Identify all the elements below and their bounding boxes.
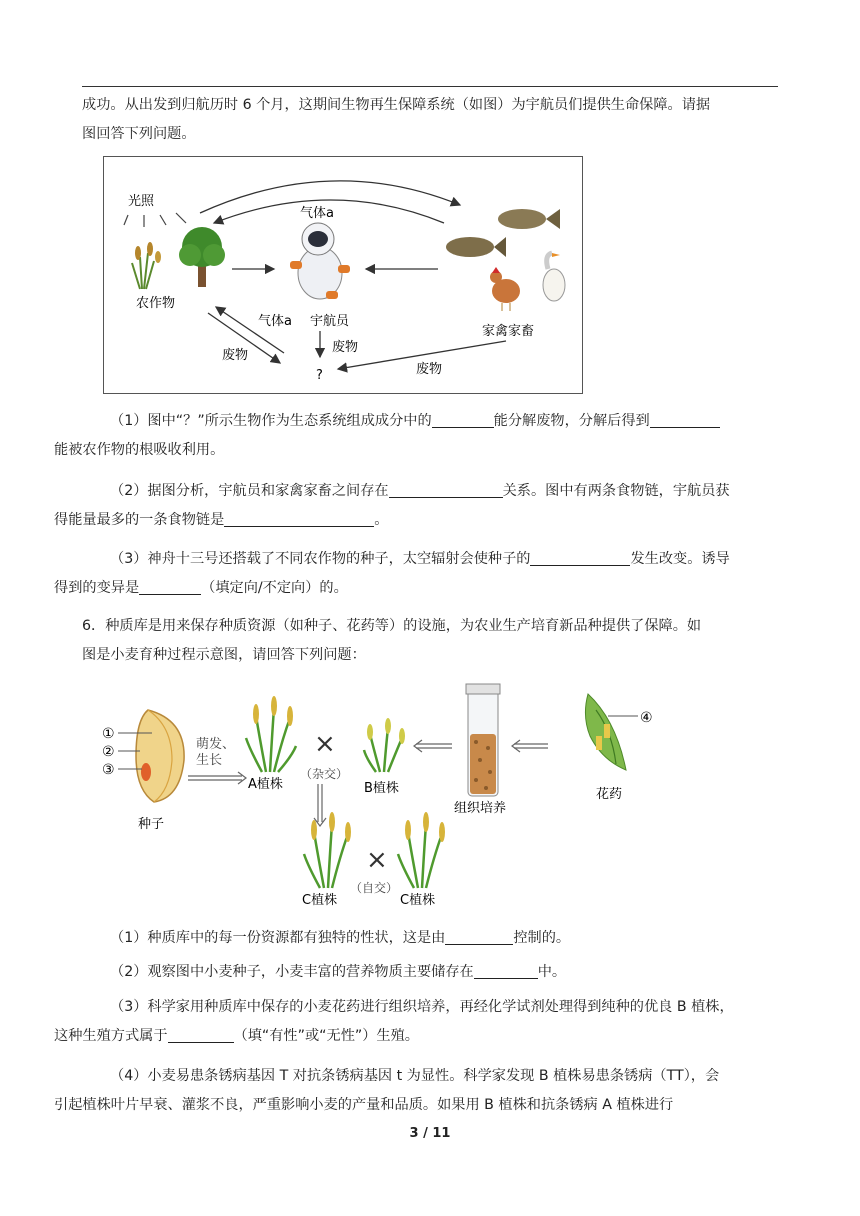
seed-label-3: ③ [102, 762, 115, 778]
plant-a-label: A植株 [248, 777, 283, 792]
q5-p3-text-c: 得到的变异是 [54, 580, 140, 596]
light-label: 光照 [128, 194, 155, 209]
intro-line-2: 图回答下列问题。 [82, 126, 196, 142]
answer-blank [474, 962, 538, 979]
answer-blank [168, 1026, 234, 1043]
header-rule [82, 86, 778, 87]
wheat-breeding-diagram [96, 680, 676, 914]
selfing-label: （自交） [350, 881, 399, 895]
livestock-label: 家禽家畜 [482, 324, 535, 339]
answer-blank [139, 578, 201, 595]
seed-caption: 种子 [138, 817, 165, 832]
anther-icon [585, 694, 626, 770]
fish-icon [446, 209, 560, 257]
anther-label: 花药 [596, 787, 623, 802]
anther-label-4: ④ [640, 710, 653, 726]
germinate-label-2: 生长 [196, 753, 223, 768]
answer-blank [650, 411, 720, 428]
q6-stem-line-2: 图是小麦育种过程示意图，请回答下列问题： [82, 647, 366, 663]
q6-p2-text-b: 中。 [537, 964, 567, 980]
goose-icon [543, 253, 565, 301]
q6-p3-text-b: 这种生殖方式属于 [54, 1028, 168, 1044]
answer-blank [445, 928, 513, 945]
q6-stem [82, 612, 778, 670]
rice-plant-icon [132, 242, 161, 289]
q6-p1-text-a: （1）种质库中的每一份资源都有独特的性状，这是由 [110, 930, 446, 946]
tree-icon [179, 227, 225, 287]
wheat-plant-c1-icon [304, 812, 351, 888]
q6-p1-text-b: 控制的。 [513, 930, 571, 946]
q6-p4-text-b: 引起植株叶片早衰、灌浆不良，严重影响小麦的产量和品质。如果用 B 植株和抗条锈病 A 植株进行 [54, 1097, 674, 1113]
astronaut-icon [290, 223, 350, 299]
crops-label: 农作物 [136, 296, 176, 311]
wheat-plant-a-icon [246, 696, 296, 772]
seed-label-2: ② [102, 744, 115, 760]
q5-p1-text-a: （1）图中“？”所示生物作为生态系统组成成分中的 [110, 413, 432, 429]
ecosystem-diagram [104, 157, 582, 393]
waste-mid-label: 废物 [332, 340, 359, 355]
q5-p2-text-a: （2）据图分析，宇航员和家禽家畜之间存在 [110, 483, 389, 499]
q6-part-1 [82, 924, 778, 953]
chicken-icon [490, 267, 520, 311]
cross-symbol: × [314, 729, 336, 759]
light-rays [124, 213, 186, 227]
tissue-culture-label: 组织培养 [454, 801, 507, 816]
q6-p4-text-a: （4）小麦易患条锈病基因 T 对抗条锈病基因 t 为显性。科学家发现 B 植株易患条锈病（TT），会 [110, 1068, 720, 1084]
q5-p3-text-b: 发生改变。诱导 [630, 551, 730, 567]
answer-blank [530, 549, 630, 566]
q6-p3-text-c: （填“有性”或“无性”）生殖。 [233, 1028, 419, 1044]
answer-blank [389, 481, 503, 498]
test-tube-icon [466, 684, 500, 796]
q5-p3-text-a: （3）神舟十三号还搭载了不同农作物的种子，太空辐射会使种子的 [110, 551, 531, 567]
intro-line-1: 成功。从出发到归航历时 6 个月，这期间生物再生保障系统（如图）为宇航员们提供生命保障。请据 [82, 97, 711, 113]
q5-part-3 [54, 545, 778, 603]
plant-c2-label: C植株 [400, 893, 436, 908]
wheat-breeding-figure [96, 680, 676, 914]
gas-top-label: 气体a [300, 206, 334, 221]
astronaut-label: 宇航员 [310, 314, 350, 329]
q5-p2-text-d: 。 [374, 512, 389, 528]
q5-p1-text-b: 能分解废物，分解后得到 [493, 413, 650, 429]
decomposer-unknown-label: ? [316, 368, 323, 383]
waste-right-label: 废物 [416, 362, 443, 377]
ecosystem-figure [103, 156, 583, 394]
q6-p3-text-a: （3）科学家用种质库中保存的小麦花药进行组织培养，再经化学试剂处理得到纯种的优良 B 植株， [110, 999, 734, 1015]
gas-left-label: 气体a [258, 314, 292, 329]
germinate-label-1: 萌发、 [196, 737, 236, 752]
q5-p2-text-c: 得能量最多的一条食物链是 [54, 512, 225, 528]
answer-blank [432, 411, 494, 428]
plant-c1-label: C植株 [302, 893, 338, 908]
intro-paragraph [82, 91, 778, 149]
q5-part-1 [54, 407, 778, 465]
q6-p2-text-a: （2）观察图中小麦种子，小麦丰富的营养物质主要储存在 [110, 964, 474, 980]
plant-b-label: B植株 [364, 781, 399, 796]
seed-label-1: ① [102, 726, 115, 742]
selfing-symbol: × [366, 845, 388, 875]
q6-part-2 [82, 958, 778, 987]
answer-blank [224, 510, 374, 527]
q6-stem-line-1: 6．种质库是用来保存种质资源（如种子、花药等）的设施，为农业生产培育新品种提供了保障。如 [82, 618, 702, 634]
wheat-seed-icon [136, 710, 184, 802]
page-number: 3 / 11 [409, 1126, 451, 1141]
q5-p3-text-d: （填定向/不定向）的。 [201, 580, 348, 596]
q5-part-2 [54, 477, 778, 535]
wheat-plant-c2-icon [398, 812, 445, 888]
waste-left-label: 废物 [222, 348, 249, 363]
q6-part-4 [54, 1062, 778, 1120]
wheat-plant-b-icon [364, 718, 405, 772]
cross-label: （杂交） [300, 767, 349, 781]
q5-p1-text-c: 能被农作物的根吸收利用。 [54, 442, 225, 458]
q6-part-3 [54, 993, 778, 1051]
q5-p2-text-b: 关系。图中有两条食物链，宇航员获 [502, 483, 730, 499]
